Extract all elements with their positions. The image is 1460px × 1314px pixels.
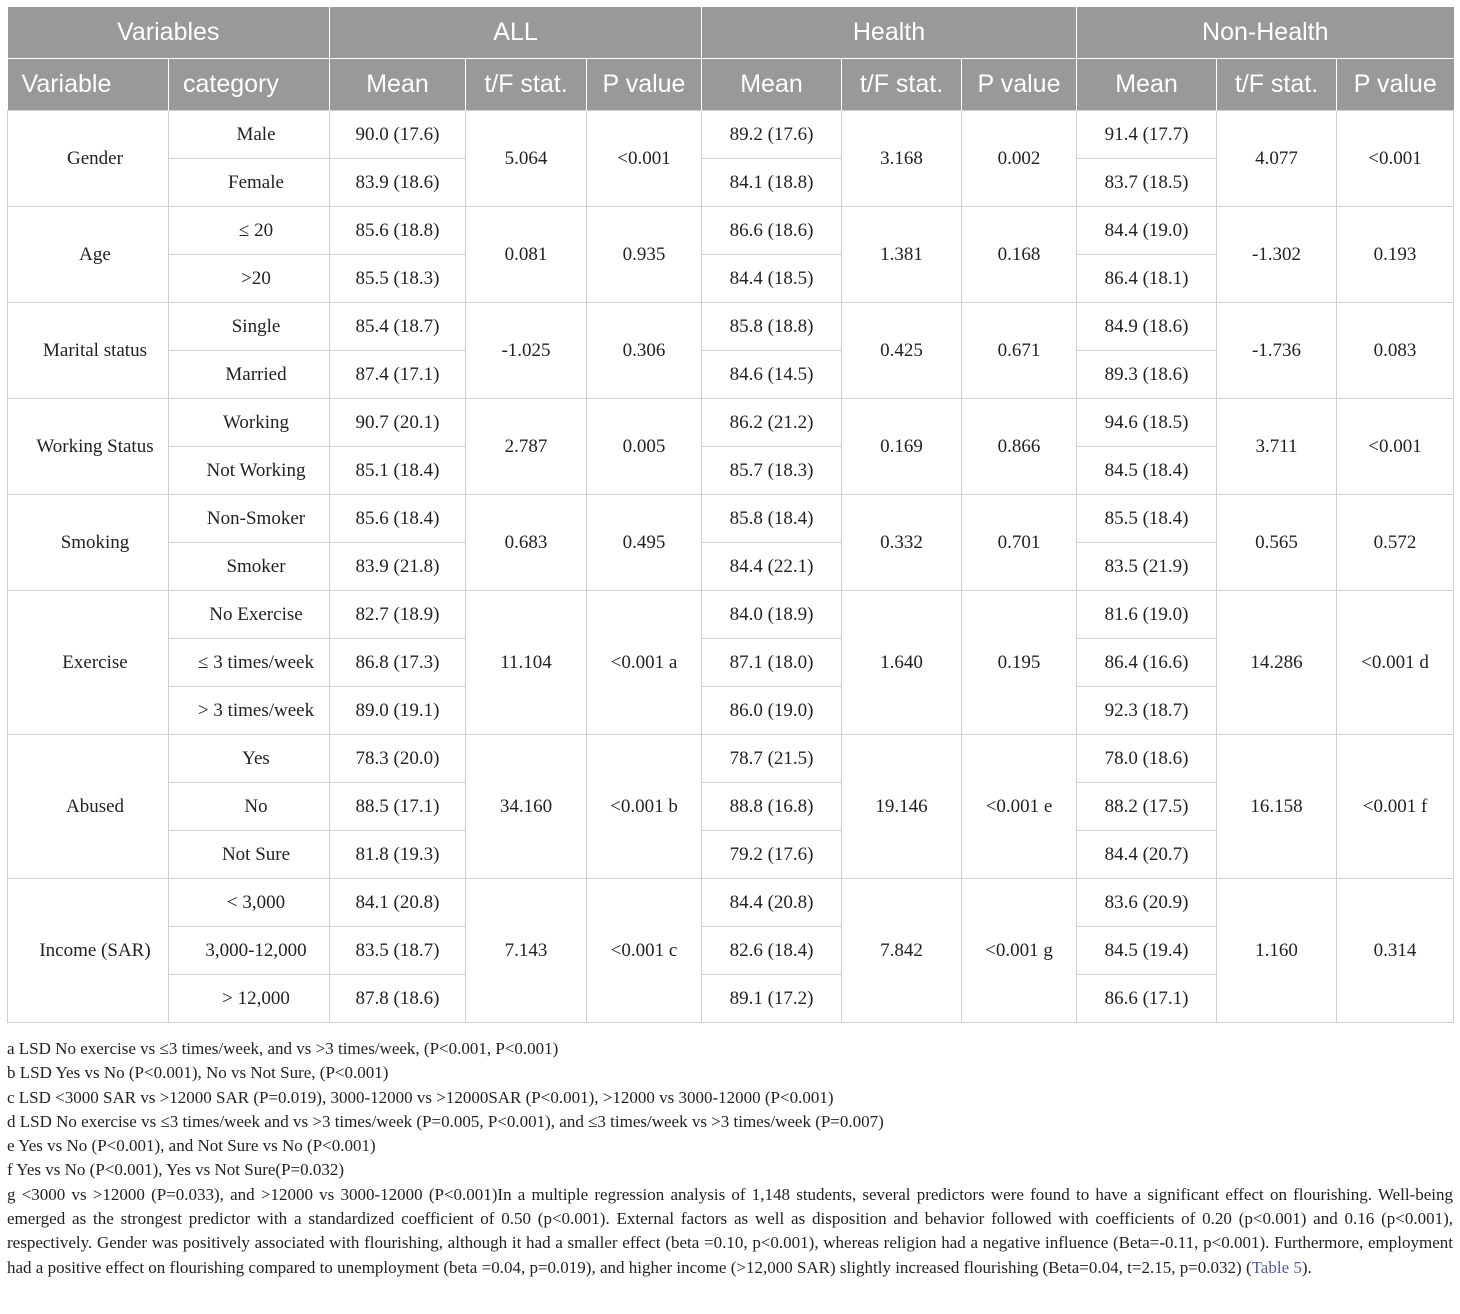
header-mean: Mean (702, 59, 842, 111)
mean-cell: 87.4 (17.1) (330, 351, 466, 399)
category-cell: > 3 times/week (169, 687, 330, 735)
pvalue-cell: 0.935 (587, 207, 702, 303)
stat-cell: 1.160 (1217, 879, 1337, 1023)
pvalue-cell: 0.195 (962, 591, 1077, 735)
category-cell: Married (169, 351, 330, 399)
pvalue-cell: 0.314 (1337, 879, 1454, 1023)
mean-cell: 83.9 (21.8) (330, 543, 466, 591)
stat-cell: 0.683 (466, 495, 587, 591)
pvalue-cell: 0.005 (587, 399, 702, 495)
stat-cell: 0.425 (842, 303, 962, 399)
variable-cell: Abused (8, 735, 169, 879)
pvalue-cell: 0.671 (962, 303, 1077, 399)
pvalue-cell: <0.001 d (1337, 591, 1454, 735)
stat-cell: 11.104 (466, 591, 587, 735)
category-cell: Female (169, 159, 330, 207)
stat-cell: 16.158 (1217, 735, 1337, 879)
mean-cell: 82.7 (18.9) (330, 591, 466, 639)
mean-cell: 83.9 (18.6) (330, 159, 466, 207)
category-cell: Non-Smoker (169, 495, 330, 543)
pvalue-cell: 0.306 (587, 303, 702, 399)
stat-cell: -1.025 (466, 303, 587, 399)
mean-cell: 84.6 (14.5) (702, 351, 842, 399)
mean-cell: 86.4 (18.1) (1077, 255, 1217, 303)
header-stat: t/F stat. (1217, 59, 1337, 111)
category-cell: Yes (169, 735, 330, 783)
mean-cell: 85.8 (18.4) (702, 495, 842, 543)
footnote-b: b LSD Yes vs No (P<0.001), No vs Not Sure, (P<0.001) (7, 1063, 389, 1083)
stat-cell: 0.169 (842, 399, 962, 495)
stat-cell: 14.286 (1217, 591, 1337, 735)
category-cell: ≤ 3 times/week (169, 639, 330, 687)
mean-cell: 90.0 (17.6) (330, 111, 466, 159)
mean-cell: 79.2 (17.6) (702, 831, 842, 879)
stat-cell: 19.146 (842, 735, 962, 879)
mean-cell: 89.3 (18.6) (1077, 351, 1217, 399)
header-group-non-health: Non-Health (1077, 7, 1454, 59)
mean-cell: 84.1 (18.8) (702, 159, 842, 207)
mean-cell: 90.7 (20.1) (330, 399, 466, 447)
mean-cell: 86.6 (18.6) (702, 207, 842, 255)
pvalue-cell: 0.168 (962, 207, 1077, 303)
category-cell: ≤ 20 (169, 207, 330, 255)
header-pvalue: P value (1337, 59, 1454, 111)
paragraph-text: g <3000 vs >12000 (P=0.033), and >12000 vs 3000-12000 (P<0.001)In a multiple regression analysis of 1,148 students, several predictors were found to have a significant effect on flourishing. Well-being emerged as the strongest predictor with a standardized coefficient of 0.50 (p<0.001). External factors as well as disposition and behavior followed with coefficients of 0.20 (p<0.001) and 0.16 (p<0.001), respectively. Gender was positively associated with flourishing, although it had a smaller effect (beta =0.10, p<0.001), whereas religion had a negative influence (Beta=-0.11, p<0.001). Furthermore, employment had a positive effect on flourishing compared to unemployment (beta =0.04, p=0.019), and higher income (>12,000 SAR) slightly increased flourishing (Beta=0.04, t=2.15, p=0.032) ( (7, 1184, 1453, 1277)
category-cell: No (169, 783, 330, 831)
category-cell: Not Sure (169, 831, 330, 879)
mean-cell: 88.2 (17.5) (1077, 783, 1217, 831)
mean-cell: 82.6 (18.4) (702, 927, 842, 975)
stat-cell: 7.143 (466, 879, 587, 1023)
variable-cell: Marital status (8, 303, 169, 399)
pvalue-cell: 0.193 (1337, 207, 1454, 303)
mean-cell: 92.3 (18.7) (1077, 687, 1217, 735)
footnote-d: d LSD No exercise vs ≤3 times/week and vs >3 times/week (P=0.005, P<0.001), and ≤3 times/week vs >3 times/week (P=0.007) (7, 1111, 884, 1131)
stat-cell: 0.332 (842, 495, 962, 591)
mean-cell: 84.4 (19.0) (1077, 207, 1217, 255)
mean-cell: 85.8 (18.8) (702, 303, 842, 351)
mean-cell: 84.0 (18.9) (702, 591, 842, 639)
mean-cell: 81.8 (19.3) (330, 831, 466, 879)
mean-cell: 84.5 (18.4) (1077, 447, 1217, 495)
category-cell: Single (169, 303, 330, 351)
header-stat: t/F stat. (466, 59, 587, 111)
table-row (8, 207, 1454, 255)
mean-cell: 81.6 (19.0) (1077, 591, 1217, 639)
mean-cell: 78.0 (18.6) (1077, 735, 1217, 783)
mean-cell: 83.6 (20.9) (1077, 879, 1217, 927)
mean-cell: 88.5 (17.1) (330, 783, 466, 831)
stat-cell: 0.565 (1217, 495, 1337, 591)
paragraph-end: ). (1301, 1257, 1312, 1277)
category-cell: 3,000-12,000 (169, 927, 330, 975)
stat-cell: 3.168 (842, 111, 962, 207)
mean-cell: 85.7 (18.3) (702, 447, 842, 495)
mean-cell: 85.1 (18.4) (330, 447, 466, 495)
mean-cell: 89.2 (17.6) (702, 111, 842, 159)
mean-cell: 85.4 (18.7) (330, 303, 466, 351)
table-row (8, 399, 1454, 447)
variable-cell: Exercise (8, 591, 169, 735)
category-cell: >20 (169, 255, 330, 303)
stat-cell: 2.787 (466, 399, 587, 495)
category-cell: > 12,000 (169, 975, 330, 1023)
table-row (8, 591, 1454, 639)
header-variables: Variables (8, 7, 330, 59)
stat-cell: 0.081 (466, 207, 587, 303)
pvalue-cell: 0.572 (1337, 495, 1454, 591)
variable-cell: Working Status (8, 399, 169, 495)
mean-cell: 83.5 (18.7) (330, 927, 466, 975)
table-5-link[interactable]: Table 5 (1251, 1257, 1302, 1277)
variable-cell: Smoking (8, 495, 169, 591)
pvalue-cell: <0.001 c (587, 879, 702, 1023)
mean-cell: 83.7 (18.5) (1077, 159, 1217, 207)
category-cell: < 3,000 (169, 879, 330, 927)
pvalue-cell: <0.001 e (962, 735, 1077, 879)
pvalue-cell: 0.701 (962, 495, 1077, 591)
category-cell: Male (169, 111, 330, 159)
pvalue-cell: <0.001 (1337, 399, 1454, 495)
mean-cell: 78.7 (21.5) (702, 735, 842, 783)
pvalue-cell: <0.001 b (587, 735, 702, 879)
variable-cell: Income (SAR) (8, 879, 169, 1023)
header-pvalue: P value (962, 59, 1077, 111)
stat-cell: 3.711 (1217, 399, 1337, 495)
mean-cell: 85.5 (18.4) (1077, 495, 1217, 543)
footnote-a: a LSD No exercise vs ≤3 times/week, and vs >3 times/week, (P<0.001, P<0.001) (7, 1039, 559, 1058)
stat-cell: 4.077 (1217, 111, 1337, 207)
mean-cell: 78.3 (20.0) (330, 735, 466, 783)
footnote-f: f Yes vs No (P<0.001), Yes vs Not Sure(P=0.032) (7, 1160, 345, 1180)
mean-cell: 85.5 (18.3) (330, 255, 466, 303)
table-row (8, 111, 1454, 159)
mean-cell: 84.9 (18.6) (1077, 303, 1217, 351)
mean-cell: 84.4 (18.5) (702, 255, 842, 303)
mean-cell: 85.6 (18.4) (330, 495, 466, 543)
pvalue-cell: 0.002 (962, 111, 1077, 207)
stat-cell: -1.302 (1217, 207, 1337, 303)
pvalue-cell: <0.001 (1337, 111, 1454, 207)
table-row (8, 735, 1454, 783)
variable-cell: Gender (8, 111, 169, 207)
pvalue-cell: 0.495 (587, 495, 702, 591)
header-pvalue: P value (587, 59, 702, 111)
stat-cell: 34.160 (466, 735, 587, 879)
variable-cell: Age (8, 207, 169, 303)
pvalue-cell: 0.083 (1337, 303, 1454, 399)
mean-cell: 83.5 (21.9) (1077, 543, 1217, 591)
mean-cell: 84.5 (19.4) (1077, 927, 1217, 975)
stat-cell: 5.064 (466, 111, 587, 207)
header-mean: Mean (1077, 59, 1217, 111)
mean-cell: 87.1 (18.0) (702, 639, 842, 687)
mean-cell: 84.1 (20.8) (330, 879, 466, 927)
table-footnotes (7, 1037, 1453, 1280)
results-table (7, 7, 1454, 1023)
header-category: category (169, 59, 330, 111)
mean-cell: 85.6 (18.8) (330, 207, 466, 255)
mean-cell: 86.8 (17.3) (330, 639, 466, 687)
header-group-all: ALL (330, 7, 702, 59)
mean-cell: 84.4 (20.7) (1077, 831, 1217, 879)
body-paragraph (7, 1183, 1453, 1280)
pvalue-cell: <0.001 f (1337, 735, 1454, 879)
mean-cell: 89.1 (17.2) (702, 975, 842, 1023)
footnote-e: e Yes vs No (P<0.001), and Not Sure vs No (P<0.001) (7, 1136, 376, 1156)
table-row (8, 495, 1454, 543)
mean-cell: 86.2 (21.2) (702, 399, 842, 447)
stat-cell: 1.640 (842, 591, 962, 735)
mean-cell: 87.8 (18.6) (330, 975, 466, 1023)
header-group-health: Health (702, 7, 1077, 59)
mean-cell: 86.0 (19.0) (702, 687, 842, 735)
category-cell: Not Working (169, 447, 330, 495)
footnote-c: c LSD <3000 SAR vs >12000 SAR (P=0.019), 3000-12000 vs >12000SAR (P<0.001), >12000 vs 3000-12000 (P<0.001) (7, 1087, 834, 1107)
table-row (8, 879, 1454, 927)
category-cell: Working (169, 399, 330, 447)
mean-cell: 86.4 (16.6) (1077, 639, 1217, 687)
stat-cell: -1.736 (1217, 303, 1337, 399)
mean-cell: 88.8 (16.8) (702, 783, 842, 831)
table-row (8, 303, 1454, 351)
pvalue-cell: <0.001 a (587, 591, 702, 735)
mean-cell: 91.4 (17.7) (1077, 111, 1217, 159)
pvalue-cell: <0.001 (587, 111, 702, 207)
mean-cell: 94.6 (18.5) (1077, 399, 1217, 447)
mean-cell: 84.4 (22.1) (702, 543, 842, 591)
pvalue-cell: 0.866 (962, 399, 1077, 495)
mean-cell: 84.4 (20.8) (702, 879, 842, 927)
header-variable: Variable (8, 59, 169, 111)
header-mean: Mean (330, 59, 466, 111)
category-cell: No Exercise (169, 591, 330, 639)
mean-cell: 86.6 (17.1) (1077, 975, 1217, 1023)
mean-cell: 89.0 (19.1) (330, 687, 466, 735)
pvalue-cell: <0.001 g (962, 879, 1077, 1023)
stat-cell: 7.842 (842, 879, 962, 1023)
header-stat: t/F stat. (842, 59, 962, 111)
stat-cell: 1.381 (842, 207, 962, 303)
category-cell: Smoker (169, 543, 330, 591)
